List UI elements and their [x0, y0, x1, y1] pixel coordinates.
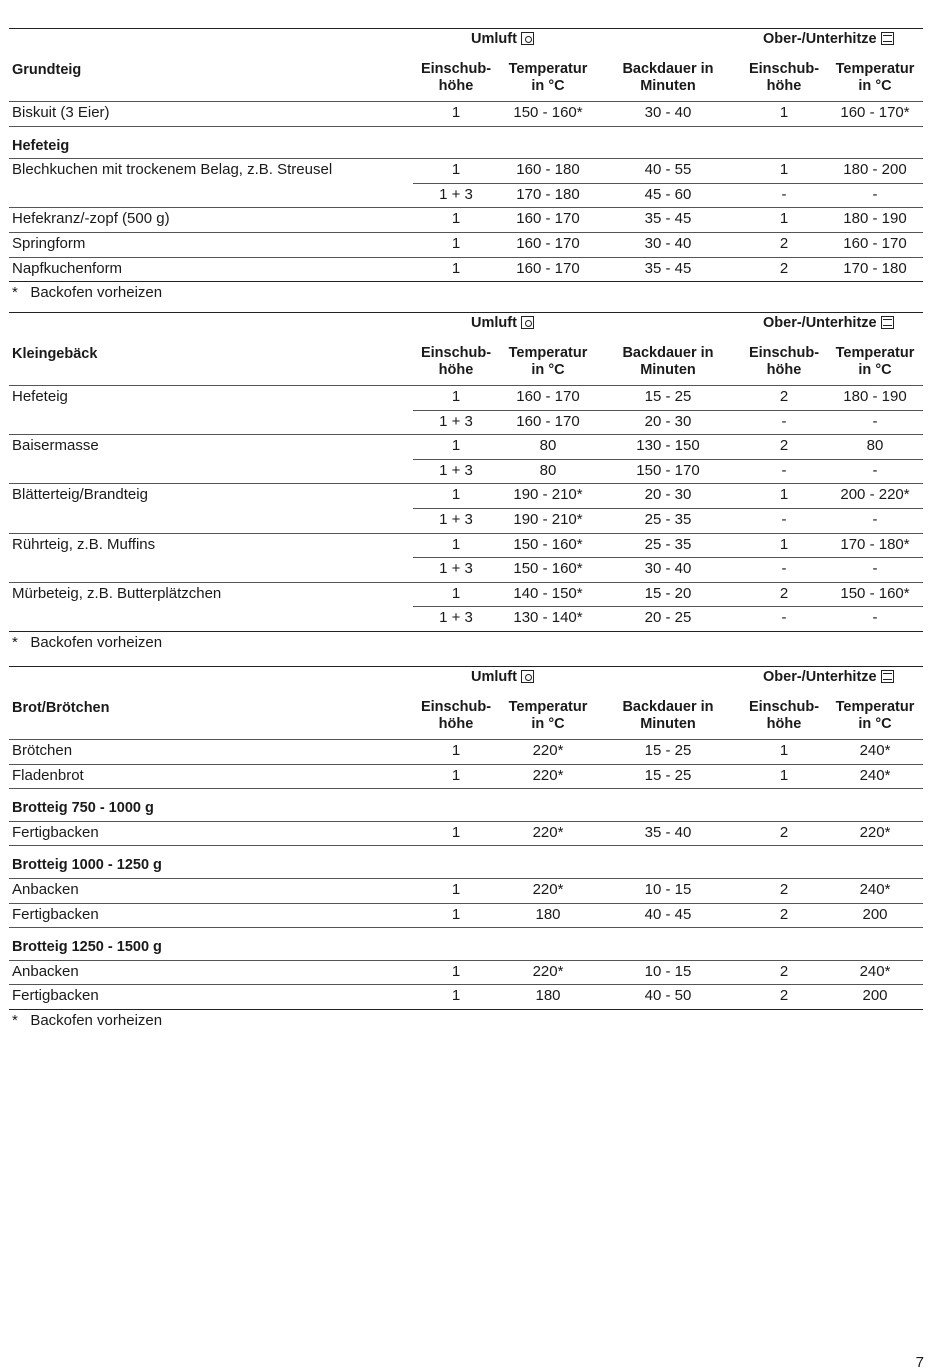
- cell-value: 2: [779, 987, 789, 1005]
- footnote: * Backofen vorheizen: [12, 634, 163, 651]
- cell-value: 2: [779, 881, 789, 898]
- cell-value: 240*: [859, 766, 891, 784]
- group-header-oberunter: [763, 669, 894, 685]
- table-title: Grundteig: [12, 62, 82, 78]
- row-label: Brotteig 750 - 1000 g: [12, 800, 154, 817]
- row-label: Brotteig 1250 - 1500 g: [12, 939, 162, 956]
- cell-value: 1: [451, 584, 461, 602]
- group-header-oberunter: [763, 31, 894, 47]
- fan-icon: [521, 670, 534, 683]
- fan-icon: [521, 32, 534, 45]
- table-top-rule: [9, 666, 923, 667]
- cell-value: 1: [779, 742, 789, 759]
- cell-value: 180: [535, 905, 561, 923]
- cell-value: 200 - 220*: [840, 486, 910, 504]
- row-divider: [9, 207, 923, 208]
- row-divider: [9, 483, 923, 484]
- row-divider: [413, 459, 923, 460]
- column-header: Einschub- höhe: [748, 61, 820, 94]
- cell-value: 25 - 35: [644, 511, 692, 528]
- cell-value: 2: [779, 437, 789, 455]
- cell-value: 40 - 45: [644, 905, 692, 923]
- cell-value: 200: [862, 987, 888, 1005]
- cell-value: 240*: [859, 962, 891, 980]
- cell-value: 20 - 30: [644, 486, 692, 504]
- cell-value: 180: [535, 987, 561, 1005]
- cell-value: 1: [451, 388, 461, 405]
- row-label: Baisermasse: [12, 437, 99, 455]
- row-label: Fladenbrot: [12, 766, 84, 784]
- row-label: Springform: [12, 235, 86, 252]
- cell-value: 15 - 25: [644, 742, 692, 759]
- cell-value: 1: [451, 766, 461, 784]
- footnote: * Backofen vorheizen: [12, 1012, 163, 1029]
- cell-value: 150 - 160*: [513, 560, 583, 578]
- row-label: Anbacken: [12, 962, 79, 980]
- cell-value: 1: [779, 161, 789, 179]
- cell-value: 40 - 55: [644, 161, 692, 179]
- row-label: Brötchen: [12, 742, 73, 759]
- column-header: Einschub- höhe: [420, 345, 492, 378]
- cell-value: -: [872, 412, 878, 430]
- cell-value: 160 - 170: [516, 210, 580, 228]
- column-header: Temperatur in °C: [835, 61, 915, 94]
- row-label: Blätterteig/Brandteig: [12, 486, 148, 504]
- cell-value: -: [781, 185, 787, 203]
- row-divider: [413, 508, 923, 509]
- cell-value: 150 - 160*: [513, 104, 583, 121]
- cell-value: 220*: [859, 823, 891, 841]
- cell-value: 220*: [532, 766, 564, 784]
- cell-value: 1 + 3: [439, 461, 473, 479]
- row-divider: [413, 183, 923, 184]
- cell-value: 20 - 25: [644, 609, 692, 627]
- row-divider: [9, 927, 923, 928]
- row-label: Brotteig 1000 - 1250 g: [12, 857, 162, 874]
- top-bottom-heat-icon: [881, 32, 894, 45]
- cell-value: 160 - 170: [516, 235, 580, 252]
- header-rule: [9, 385, 923, 386]
- row-divider: [9, 1009, 923, 1010]
- cell-value: -: [781, 511, 787, 528]
- cell-value: 2: [779, 823, 789, 841]
- cell-value: 1: [451, 486, 461, 504]
- cell-value: 2: [779, 259, 789, 277]
- column-header: Einschub- höhe: [420, 61, 492, 94]
- cell-value: 1: [451, 437, 461, 455]
- top-bottom-heat-icon: [881, 670, 894, 683]
- cell-value: 1 + 3: [439, 609, 473, 627]
- cell-value: -: [872, 560, 878, 578]
- cell-value: -: [781, 412, 787, 430]
- group-label: Umluft: [471, 315, 517, 331]
- cell-value: 190 - 210*: [513, 486, 583, 504]
- cell-value: 2: [779, 584, 789, 602]
- cell-value: 1: [451, 535, 461, 553]
- row-divider: [413, 606, 923, 607]
- cell-value: 35 - 45: [644, 259, 692, 277]
- cell-value: 1 + 3: [439, 560, 473, 578]
- cell-value: 180 - 200: [843, 161, 907, 179]
- column-header: Temperatur in °C: [835, 345, 915, 378]
- cell-value: 220*: [532, 742, 564, 759]
- cell-value: 2: [779, 905, 789, 923]
- row-divider: [413, 410, 923, 411]
- row-divider: [9, 845, 923, 846]
- cell-value: 160 - 170: [516, 412, 580, 430]
- row-divider: [9, 126, 923, 127]
- cell-value: 20 - 30: [644, 412, 692, 430]
- cell-value: 30 - 40: [644, 560, 692, 578]
- cell-value: 150 - 160*: [513, 535, 583, 553]
- table-title: Kleingebäck: [12, 346, 98, 362]
- cell-value: 160 - 170*: [840, 104, 910, 121]
- cell-value: -: [872, 609, 878, 627]
- row-divider: [9, 434, 923, 435]
- cell-value: 2: [779, 235, 789, 252]
- cell-value: 40 - 50: [644, 987, 692, 1005]
- column-header: Backdauer in Minuten: [622, 699, 714, 732]
- cell-value: -: [781, 461, 787, 479]
- row-divider: [9, 281, 923, 282]
- cell-value: -: [872, 185, 878, 203]
- group-header-oberunter: [763, 315, 894, 331]
- column-header: Einschub- höhe: [748, 699, 820, 732]
- column-header: Einschub- höhe: [748, 345, 820, 378]
- row-divider: [9, 878, 923, 879]
- row-label: Hefeteig: [12, 137, 70, 154]
- table-title: Brot/Brötchen: [12, 700, 110, 716]
- column-header: Temperatur in °C: [508, 345, 588, 378]
- cell-value: 35 - 45: [644, 210, 692, 228]
- cell-value: 1: [779, 486, 789, 504]
- cell-value: 1 + 3: [439, 185, 473, 203]
- cell-value: 150 - 160*: [840, 584, 910, 602]
- cell-value: 15 - 25: [644, 388, 692, 405]
- cell-value: 45 - 60: [644, 185, 692, 203]
- row-label: Napfkuchenform: [12, 259, 123, 277]
- cell-value: 130 - 150: [636, 437, 700, 455]
- cell-value: 160 - 170: [516, 259, 580, 277]
- row-divider: [9, 232, 923, 233]
- cell-value: 220*: [532, 881, 564, 898]
- row-label: Mürbeteig, z.B. Butterplätzchen: [12, 584, 222, 602]
- cell-value: 2: [779, 962, 789, 980]
- cell-value: 1: [779, 535, 789, 553]
- cell-value: 1: [451, 962, 461, 980]
- page-number: 7: [915, 1354, 924, 1371]
- cell-value: 1 + 3: [439, 412, 473, 430]
- cell-value: 180 - 190: [843, 388, 907, 405]
- cell-value: 190 - 210*: [513, 511, 583, 528]
- group-label: Ober-/Unterhitze: [763, 669, 877, 685]
- cell-value: 160 - 170: [843, 235, 907, 252]
- group-label: Umluft: [471, 31, 517, 47]
- row-divider: [9, 960, 923, 961]
- group-label: Ober-/Unterhitze: [763, 31, 877, 47]
- row-divider: [9, 257, 923, 258]
- cell-value: 15 - 20: [644, 584, 692, 602]
- cell-value: 30 - 40: [644, 235, 692, 252]
- row-divider: [9, 533, 923, 534]
- cell-value: 10 - 15: [644, 881, 692, 898]
- row-divider: [413, 557, 923, 558]
- cell-value: 1: [451, 161, 461, 179]
- cell-value: 130 - 140*: [513, 609, 583, 627]
- table-top-rule: [9, 28, 923, 29]
- row-label: Hefeteig: [12, 388, 68, 405]
- cell-value: 240*: [859, 742, 891, 759]
- cell-value: 35 - 40: [644, 823, 692, 841]
- cell-value: 1: [451, 742, 461, 759]
- row-label: Fertigbacken: [12, 823, 99, 841]
- row-label: Fertigbacken: [12, 905, 99, 923]
- header-rule: [9, 739, 923, 740]
- column-header: Temperatur in °C: [508, 61, 588, 94]
- column-header: Einschub- höhe: [420, 699, 492, 732]
- cell-value: 1: [451, 259, 461, 277]
- cell-value: 80: [539, 437, 557, 455]
- row-label: Biskuit (3 Eier): [12, 104, 110, 121]
- group-label: Umluft: [471, 669, 517, 685]
- cell-value: 220*: [532, 962, 564, 980]
- group-header-umluft: [471, 31, 534, 47]
- cell-value: 1: [779, 766, 789, 784]
- cell-value: 170 - 180*: [840, 535, 910, 553]
- cell-value: 10 - 15: [644, 962, 692, 980]
- table-top-rule: [9, 312, 923, 313]
- column-header: Backdauer in Minuten: [622, 61, 714, 94]
- top-bottom-heat-icon: [881, 316, 894, 329]
- row-divider: [9, 788, 923, 789]
- cell-value: 15 - 25: [644, 766, 692, 784]
- cell-value: 1: [779, 104, 789, 121]
- cell-value: -: [781, 560, 787, 578]
- group-label: Ober-/Unterhitze: [763, 315, 877, 331]
- cell-value: 240*: [859, 881, 891, 898]
- cell-value: -: [781, 609, 787, 627]
- row-divider: [9, 582, 923, 583]
- cell-value: 1: [451, 987, 461, 1005]
- cell-value: 1: [451, 823, 461, 841]
- footnote: * Backofen vorheizen: [12, 284, 163, 302]
- group-header-umluft: [471, 669, 534, 685]
- column-header: Temperatur in °C: [508, 699, 588, 732]
- cell-value: -: [872, 461, 878, 479]
- cell-value: 1: [451, 104, 461, 121]
- row-divider: [9, 764, 923, 765]
- cell-value: 2: [779, 388, 789, 405]
- row-divider: [9, 631, 923, 632]
- column-header: Temperatur in °C: [835, 699, 915, 732]
- cell-value: 160 - 180: [516, 161, 580, 179]
- column-header: Backdauer in Minuten: [622, 345, 714, 378]
- cell-value: 170 - 180: [516, 185, 580, 203]
- cell-value: 1: [451, 905, 461, 923]
- cell-value: 1 + 3: [439, 511, 473, 528]
- cell-value: 1: [451, 210, 461, 228]
- cell-value: 170 - 180: [843, 259, 907, 277]
- fan-icon: [521, 316, 534, 329]
- row-divider: [9, 158, 923, 159]
- cell-value: -: [872, 511, 878, 528]
- cell-value: 80: [866, 437, 884, 455]
- row-divider: [9, 903, 923, 904]
- cell-value: 1: [451, 881, 461, 898]
- row-label: Hefekranz/-zopf (500 g): [12, 210, 170, 228]
- cell-value: 1: [779, 210, 789, 228]
- row-label: Fertigbacken: [12, 987, 99, 1005]
- cell-value: 150 - 170: [636, 461, 700, 479]
- cell-value: 200: [862, 905, 888, 923]
- row-divider: [9, 984, 923, 985]
- cell-value: 1: [451, 235, 461, 252]
- row-label: Anbacken: [12, 881, 79, 898]
- cell-value: 160 - 170: [516, 388, 580, 405]
- group-header-umluft: [471, 315, 534, 331]
- cell-value: 220*: [532, 823, 564, 841]
- cell-value: 25 - 35: [644, 535, 692, 553]
- cell-value: 140 - 150*: [513, 584, 583, 602]
- cell-value: 80: [539, 461, 557, 479]
- cell-value: 30 - 40: [644, 104, 692, 121]
- cell-value: 180 - 190: [843, 210, 907, 228]
- row-divider: [9, 821, 923, 822]
- row-label: Blechkuchen mit trockenem Belag, z.B. Streusel: [12, 161, 333, 179]
- row-label: Rührteig, z.B. Muffins: [12, 535, 156, 553]
- header-rule: [9, 101, 923, 102]
